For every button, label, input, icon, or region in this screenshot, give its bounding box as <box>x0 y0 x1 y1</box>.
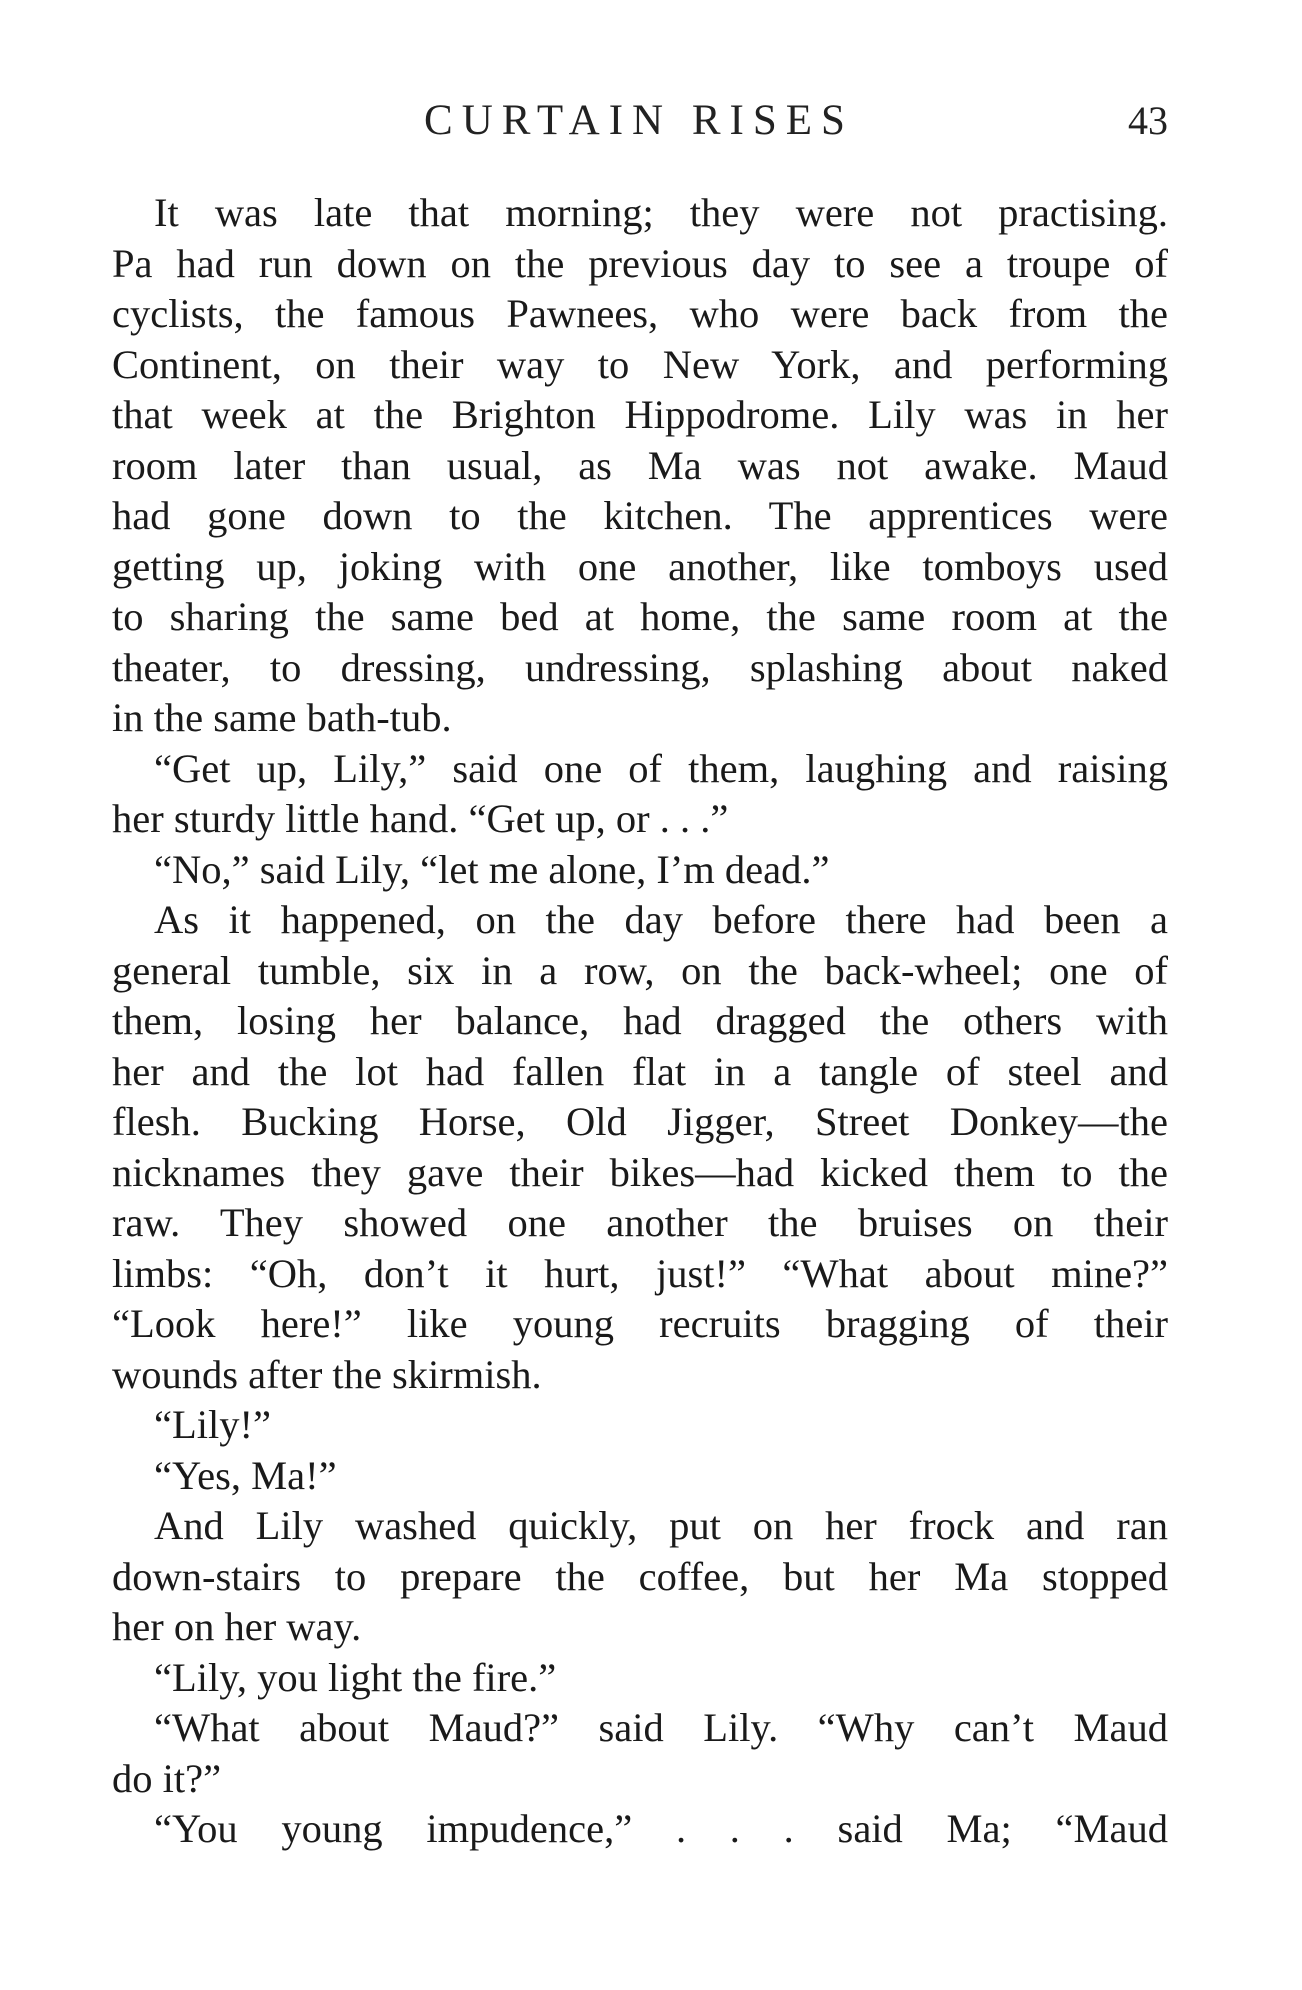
running-title: CURTAIN RISES <box>424 97 854 144</box>
text-line: her on her way. <box>112 1604 362 1649</box>
running-head <box>110 96 1168 146</box>
text-line: “Yes, Ma!” <box>154 1452 337 1498</box>
text-line: theater, to dressing, undressing, splashing about naked <box>112 644 1168 690</box>
text-line: her and the lot had fallen flat in a tangle of steel and <box>112 1048 1168 1094</box>
text-line: limbs: “Oh, don’t it hurt, just!” “What about mine?” <box>112 1250 1168 1296</box>
text-line: “No,” said Lily, “let me alone, I’m dead.” <box>154 846 830 892</box>
text-line: room later than usual, as Ma was not awake. Maud <box>112 442 1168 488</box>
text-line: general tumble, six in a row, on the back-wheel; one of <box>112 947 1168 993</box>
text-line: wounds after the skirmish. <box>112 1351 542 1397</box>
text-line: nicknames they gave their bikes—had kicked them to the <box>112 1149 1168 1195</box>
page-number: 43 <box>1128 98 1168 143</box>
text-line: had gone down to the kitchen. The apprentices were <box>112 493 1168 538</box>
text-line: to sharing the same bed at home, the same room at the <box>112 594 1168 639</box>
body-text <box>112 188 1168 1855</box>
text-line: in the same bath-tub. <box>112 695 452 740</box>
text-line: Pa had run down on the previous day to see a troupe of <box>112 240 1168 286</box>
text-line: It was late that morning; they were not practising. <box>154 190 1168 235</box>
text-line: “You young impudence,” . . . said Ma; “Maud <box>154 1806 1168 1851</box>
text-line: raw. They showed one another the bruises on their <box>112 1200 1168 1245</box>
text-line: “What about Maud?” said Lily. “Why can’t Maud <box>154 1705 1168 1750</box>
text-line: As it happened, on the day before there had been a <box>154 897 1168 942</box>
text-line: And Lily washed quickly, put on her frock and ran <box>154 1503 1168 1548</box>
text-line: that week at the Brighton Hippodrome. Lily was in her <box>112 392 1168 437</box>
text-line: cyclists, the famous Pawnees, who were back from the <box>112 291 1168 336</box>
text-line: getting up, joking with one another, like tomboys used <box>112 543 1168 589</box>
text-line: them, losing her balance, had dragged the others with <box>112 998 1168 1043</box>
text-line: down-stairs to prepare the coffee, but her Ma stopped <box>112 1553 1168 1599</box>
text-line: “Look here!” like young recruits bragging of their <box>112 1301 1168 1346</box>
text-line: her sturdy little hand. “Get up, or . . .” <box>112 796 729 841</box>
text-line: Continent, on their way to New York, and performing <box>112 341 1168 387</box>
text-line: “Get up, Lily,” said one of them, laughing and raising <box>154 745 1168 791</box>
text-line: flesh. Bucking Horse, Old Jigger, Street Donkey—the <box>112 1099 1168 1144</box>
text-line: “Lily, you light the fire.” <box>154 1654 557 1700</box>
text-line: “Lily!” <box>154 1402 271 1447</box>
text-line: do it?” <box>112 1755 222 1801</box>
